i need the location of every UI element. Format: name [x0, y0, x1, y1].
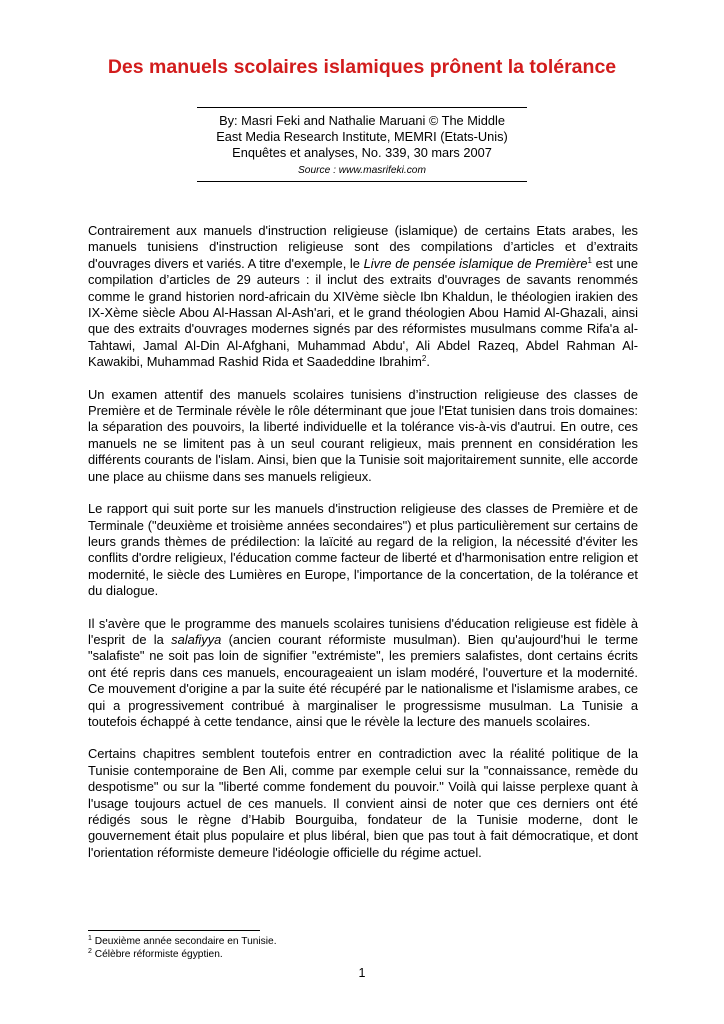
footnote-divider: [88, 930, 260, 931]
paragraph-3: Le rapport qui suit porte sur les manuels d'instruction religieuse des classes de Première et de Terminale ("deuxième et troisième années secondaires") et plus particulièrement sur certains de leurs grands thèmes de prédilection: la laïcité au regard de la religion, la nécessité d'éviter les conflits d'ordre religieux, l'éducation comme facteur de liberté et d'harmonisation entre religion et modernité, le siècle des Lumières en Europe, l'importance de la concertation, de la tolérance et du dialogue.: [88, 501, 638, 599]
footnote-2: [88, 948, 638, 961]
byline-source: Source : www.masrifeki.com: [298, 165, 426, 176]
footnote-1-number: 1: [88, 935, 92, 942]
page-number: 1: [358, 966, 366, 980]
footnote-ref-1[interactable]: 1: [587, 255, 592, 265]
paragraph-1-text-a: Contrairement aux manuels d'instruction religieuse (islamique) de certains Etats arabes, les manuels tunisiens d'instruction religieuse sont des compilations d’articles et d’extraits d'ouvrages divers et variés. A titre d'exemple, le: [88, 223, 638, 271]
byline-institute: East Media Research Institute, MEMRI (Etats-Unis): [216, 129, 508, 144]
paragraph-1-text-b: est une compilation d’articles de 29 auteurs : il inclut des extraits d'ouvrages de savants renommés comme le grand historien nord-africain du XIVème siècle Ibn Khaldun, le théologien irakien des IX-Xème siècle Abou Al-Hassan Al-Ash'ari, et le grand théologien Abou Hamid Al-Ghazali, ainsi que des extraits d'ouvrages modernes signés par des réformistes musulmans comme Rifa'a al-Tahtawi, Jamal Al-Din Al-Afghani, Muhammad Abdu', Ali Abdel Razeq, Abdel Rahman Al-Kawakibi, Muhammad Rashid Rida et Saadeddine Ibrahim: [88, 255, 639, 370]
paragraph-4-text-a: Il s'avère que le programme des manuels scolaires tunisiens d'éducation religieuse est fidèle à l'esprit de la: [88, 615, 638, 647]
footnote-ref-2[interactable]: 2: [421, 354, 427, 364]
footnote-2-number: 2: [88, 948, 92, 955]
footnotes: [88, 935, 638, 961]
byline-box: [197, 107, 527, 182]
footnote-2-text: Célèbre réformiste égyptien.: [91, 949, 223, 960]
paragraph-1-end: .: [426, 354, 430, 370]
article-body: [88, 223, 638, 877]
byline-publication: Enquêtes et analyses, No. 339, 30 mars 2007: [232, 145, 492, 160]
salafiyya-italic: salafiyya: [171, 631, 222, 647]
paragraph-1: [88, 223, 638, 371]
footnote-1: [88, 935, 638, 948]
paragraph-5: Certains chapitres semblent toutefois entrer en contradiction avec la réalité politique de la Tunisie contemporaine de Ben Ali, comme par exemple celui sur la "connaissance, remède du despotisme" ou sur la "liberté comme fondement du pouvoir." Voilà qui laisse perplexe quant à l'usage toujours actuel de ces manuels. Il convient ainsi de noter que ces derniers ont été rédigés sous le règne d’Habib Bourguiba, fondateur de la Tunisie moderne, dont le gouvernement était plus populaire et plus libéral, bien que pas tout à fait démocratique, et dont l'orientation réformiste demeure l'idéologie officielle du régime actuel.: [88, 746, 638, 860]
book-title-italic: Livre de pensée islamique de Première: [363, 255, 588, 271]
paragraph-2: Un examen attentif des manuels scolaires tunisiens d’instruction religieuse des classes de Première et de Terminale révèle le rôle déterminant que joue l'Etat tunisien dans trois domaines: la séparation des pouvoirs, la liberté individuelle et la tolérance vis-à-vis d'autrui. En outre, ces manuels ne se limitent pas à un seul courant religieux, mais prennent en considération les différents courants de l'islam. Ainsi, bien que la Tunisie soit majoritairement sunnite, elle accorde une place au chiisme dans ses manuels religieux.: [88, 386, 638, 484]
byline-authors: By: Masri Feki and Nathalie Maruani © The Middle: [219, 113, 505, 128]
document-title: Des manuels scolaires islamiques prônent la tolérance: [107, 56, 617, 78]
paragraph-4-text-b: (ancien courant réformiste musulman). Bien qu'aujourd'hui le terme "salafiste" ne soit pas loin de signifier "extrémiste", les premiers salafistes, dont certains écrits ont été repris dans ces manuels, encourageaient un islam modéré, l'ouverture et la modernité. Ce mouvement d'origine a par la suite été récupéré par le nationalisme et l'islamisme arabes, ce qui a progressivement contribué à marginaliser le progressisme musulman. La Tunisie a toutefois échappé à cette tendance, ainsi que le révèle la lecture des manuels scolaires.: [88, 631, 638, 729]
footnote-1-text: Deuxième année secondaire en Tunisie.: [91, 936, 277, 947]
paragraph-4: [88, 616, 638, 731]
